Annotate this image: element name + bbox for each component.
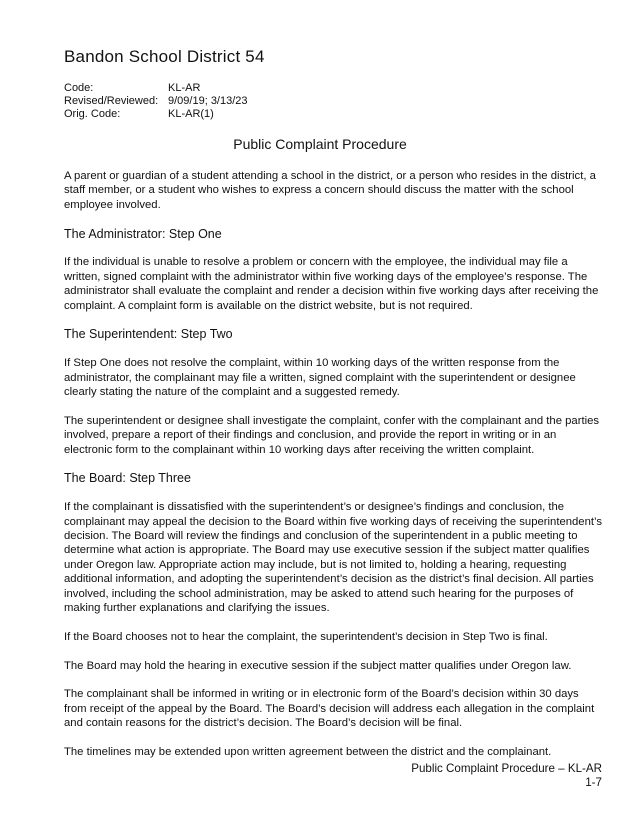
step-three-paragraph: The timelines may be extended upon written agreement between the district and the complainant. — [64, 746, 552, 759]
meta-label: Revised/Reviewed: — [64, 95, 159, 108]
meta-row-code — [64, 82, 248, 95]
meta-row-orig-code — [64, 108, 248, 121]
step-three-paragraph: The complainant shall be informed in writing or in electronic form of the Board’s decision within 30 days from receipt of the appeal by the Board. The Board’s decision will address each allegation in the complaint and contain reasons for the district’s decision. The Board’s decision will be final. — [64, 688, 595, 730]
meta-row-revised — [64, 95, 248, 108]
footer-page-number: 1-7 — [585, 776, 602, 790]
intro-paragraph: A parent or guardian of a student attending a school in the district, or a person who resides in the district, a staff member, or a student who wishes to express a concern should discuss the matter with the school employee involved. — [64, 170, 596, 211]
step-one-paragraph: If the individual is unable to resolve a problem or concern with the employee, the individual may file a written, signed complaint with the administrator within five working days of the employee’s response. The administrator shall evaluate the complaint and render a decision within five working days after receiving the complaint. A complaint form is available on the district website, but is not required. — [64, 256, 599, 312]
section-heading-step-three: The Board: Step Three — [64, 471, 191, 486]
step-three-paragraph: The Board may hold the hearing in executive session if the subject matter qualifies under Oregon law. — [64, 659, 572, 672]
meta-value: KL-AR — [168, 82, 201, 94]
meta-value: KL-AR(1) — [168, 108, 214, 121]
district-name: Bandon School District 54 — [64, 47, 265, 66]
step-two-paragraph: If Step One does not resolve the complaint, within 10 working days of the written response from the administrator, the complainant may file a written, signed complaint with the superintendent or designee clearly stating the nature of the complaint and a suggested remedy. — [64, 357, 576, 399]
section-heading-step-one: The Administrator: Step One — [64, 226, 222, 241]
step-three-paragraph: If the Board chooses not to hear the complaint, the superintendent’s decision in Step Two is final. — [64, 630, 548, 643]
meta-value: 9/09/19; 3/13/23 — [168, 95, 248, 108]
policy-metadata — [64, 82, 248, 122]
step-three-paragraph: If the complainant is dissatisfied with the superintendent’s or designee’s findings and conclusion, the complainant may appeal the decision to the Board within five working days of receiving the superintendent’s decision. The Board will review the findings and conclusion of the superintendent in a public meeting to determine what action is appropriate. The Board may use executive session if the subject matter qualifies under Oregon law. Appropriate action may include, but is not limited to, holding a hearing, requesting additional information, and adopting the superintendent’s decision as the district’s final decision. All parties involved, including the school administration, may be asked to attend such hearing for the purposes of making further explanations and clarifying the issues. — [64, 501, 602, 615]
page-footer — [411, 762, 602, 791]
step-two-paragraph: The superintendent or designee shall investigate the complaint, confer with the complainant and the parties involved, prepare a report of their findings and conclusion, and provide the report in writing or in an electronic form to the complainant within 10 working days after receiving the written complaint. — [64, 414, 600, 456]
footer-document-name: Public Complaint Procedure – KL-AR — [411, 762, 602, 775]
document-body — [64, 169, 604, 774]
meta-label: Code: — [64, 82, 94, 94]
section-heading-step-two: The Superintendent: Step Two — [64, 327, 233, 342]
document-title: Public Complaint Procedure — [233, 136, 407, 152]
meta-label: Orig. Code: — [64, 108, 121, 121]
